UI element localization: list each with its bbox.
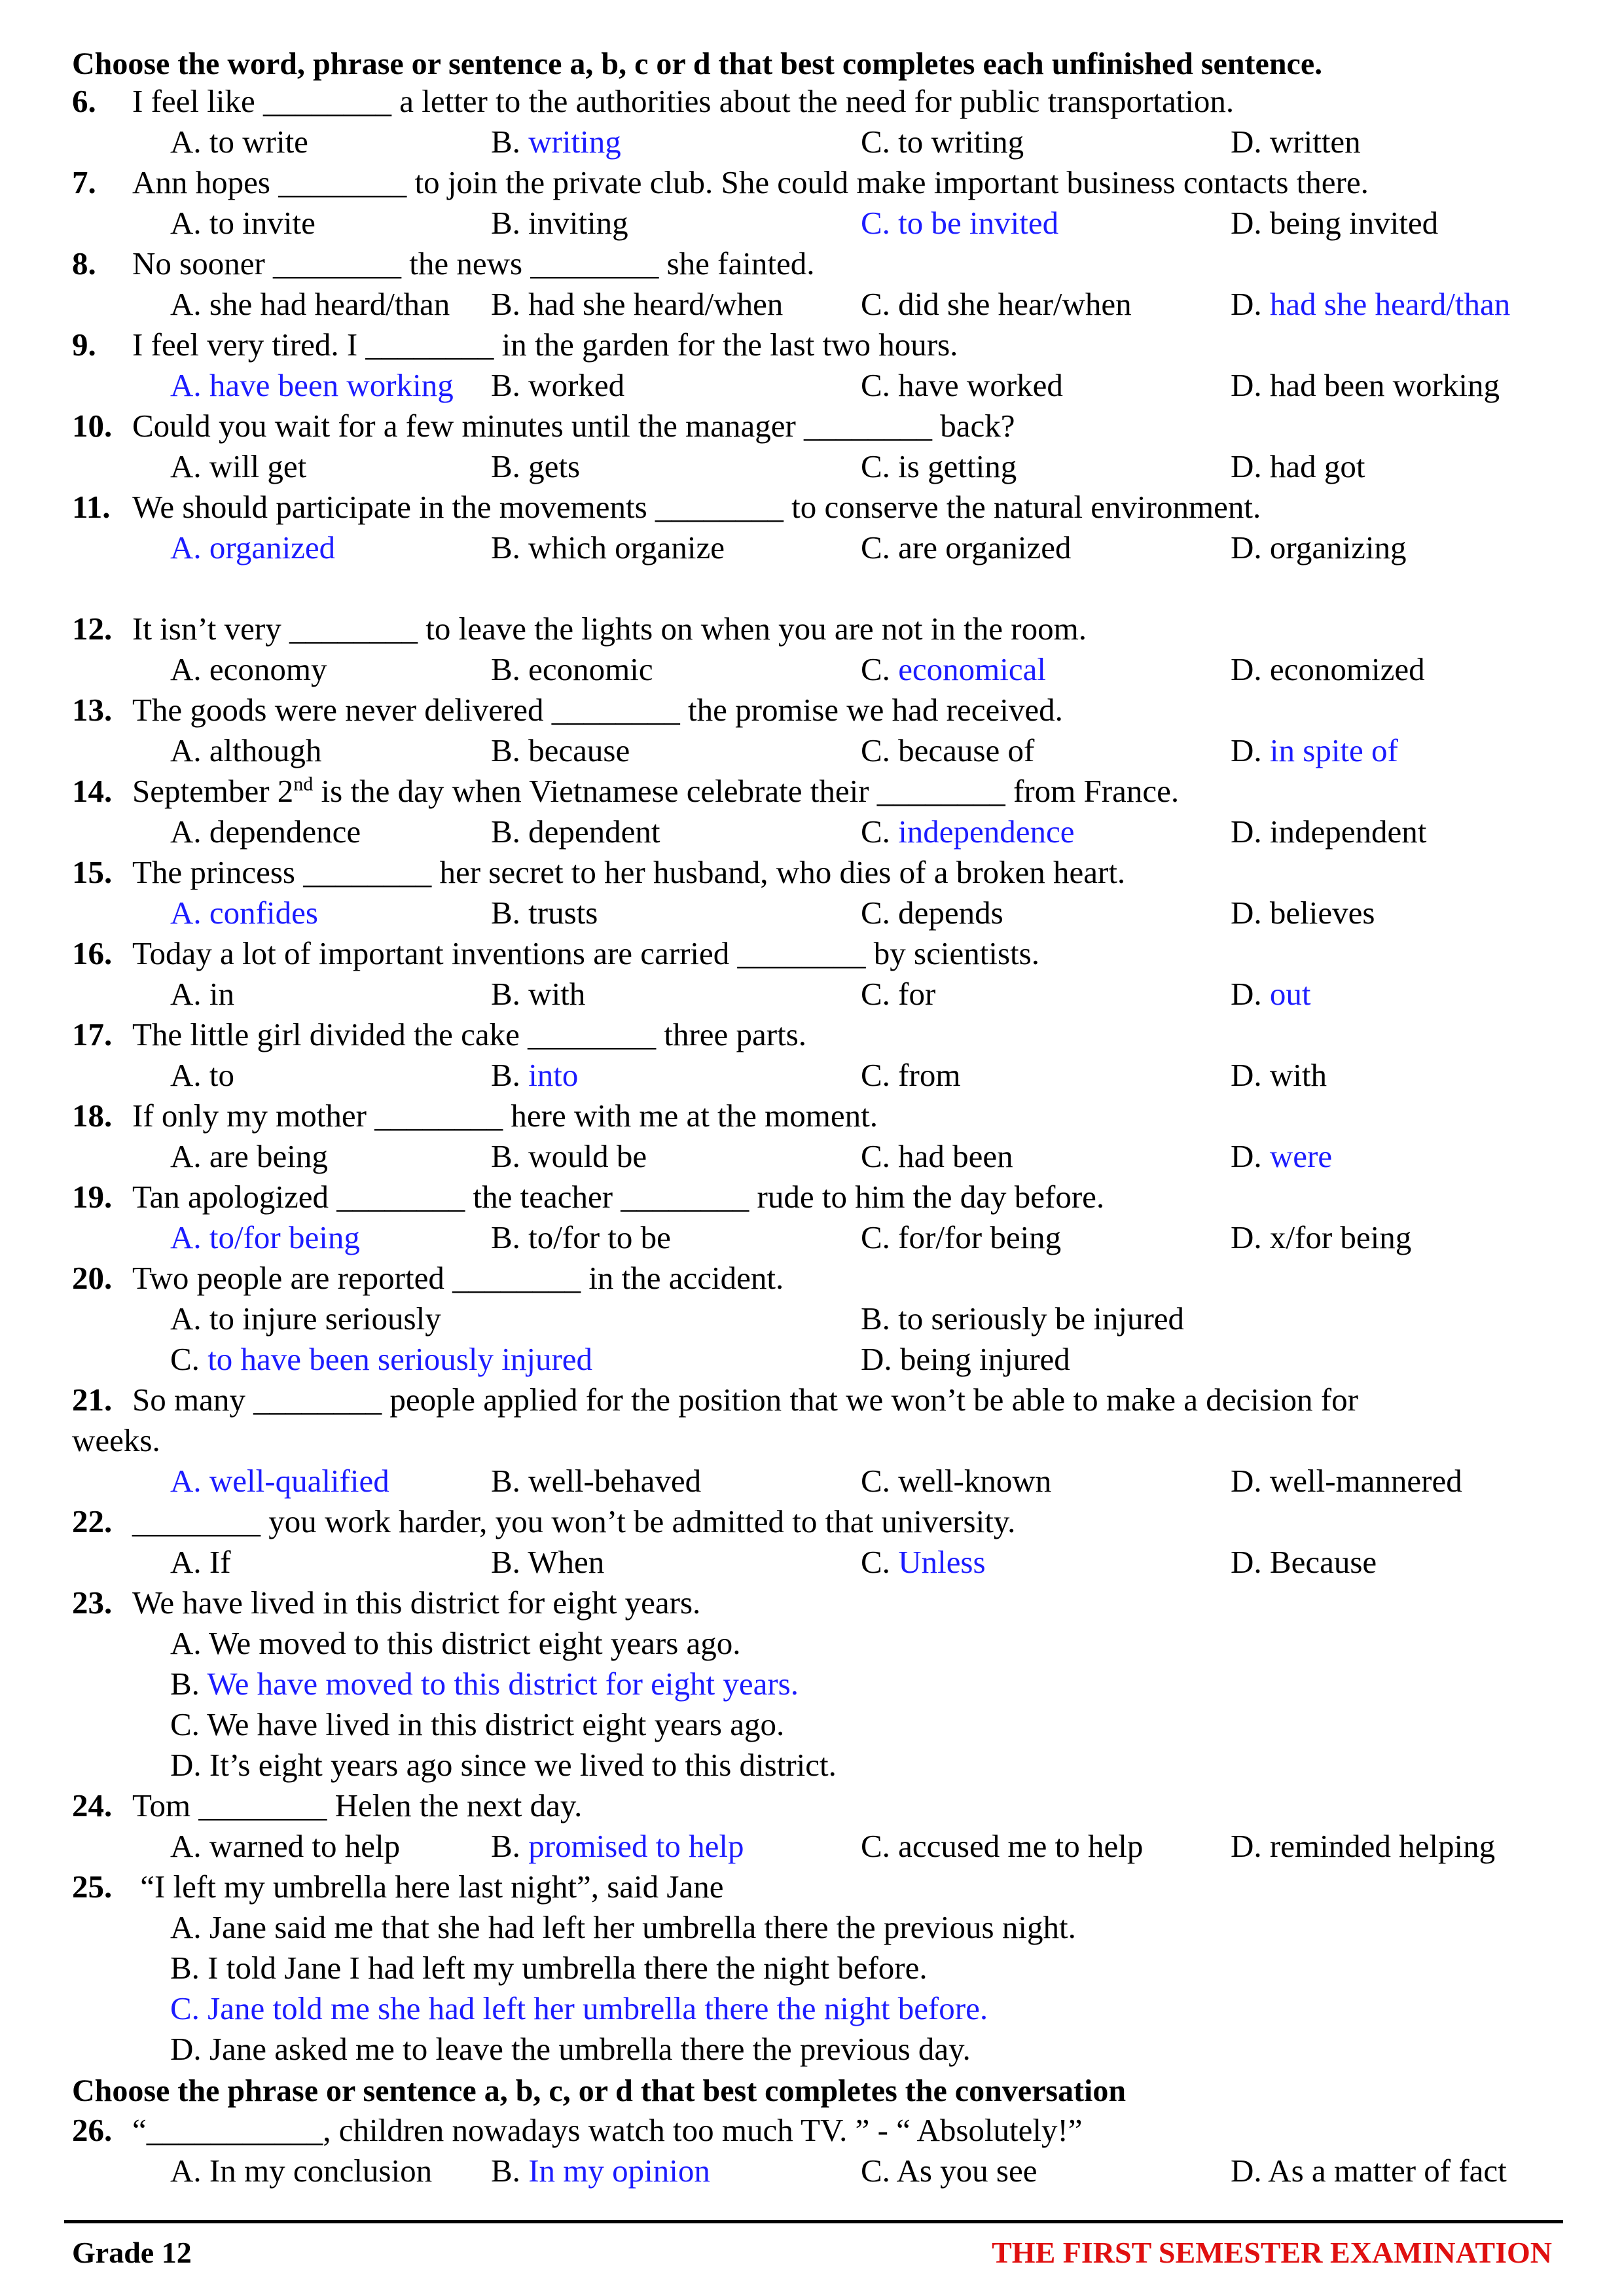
option-d: D. in spite of xyxy=(1231,732,1398,768)
question-text: The princess ________ her secret to her husband, who dies of a broken heart. xyxy=(132,854,1126,890)
question-text: Ann hopes ________ to join the private club. She could make important business contacts there. xyxy=(132,164,1369,200)
question-number: 13. xyxy=(72,692,113,728)
option-a: A. in xyxy=(170,976,234,1012)
option-b: B. When xyxy=(491,1544,605,1580)
answer-text: out xyxy=(1269,976,1311,1012)
option-a xyxy=(170,893,318,933)
option-b: B. which organize xyxy=(491,529,725,565)
question-stem xyxy=(72,609,1087,649)
option-c: C. economical xyxy=(861,651,1047,687)
question-number: 26. xyxy=(72,2112,113,2148)
question-number: 19. xyxy=(72,1179,113,1215)
question-stem xyxy=(72,2111,1083,2150)
option-b: B. I told Jane I had left my umbrella there the night before. xyxy=(170,1950,928,1986)
question-number: 9. xyxy=(72,327,96,363)
question-text: I feel like ________ a letter to the authorities about the need for public transportation. xyxy=(132,83,1235,119)
answer-text: into xyxy=(528,1057,579,1093)
options-row xyxy=(0,1827,1624,1866)
question-stem xyxy=(72,1502,1015,1541)
option-a: A. to invite xyxy=(170,205,316,241)
answer-text: in spite of xyxy=(1269,732,1398,768)
options-row xyxy=(0,1543,1624,1582)
option-b: B. economic xyxy=(491,651,653,687)
option-b: B. writing xyxy=(491,124,621,160)
question-number: 21. xyxy=(72,1382,113,1418)
option-b: B. to/for to be xyxy=(491,1219,671,1255)
question-text: It isn’t very ________ to leave the lights on when you are not in the room. xyxy=(132,611,1087,647)
option-c xyxy=(170,1989,988,2028)
option-d: D. had she heard/than xyxy=(1231,286,1511,322)
option-a: A. will get xyxy=(170,448,307,484)
answer-text: C. Jane told me she had left her umbrella there the night before. xyxy=(170,1990,988,2026)
options-row xyxy=(0,975,1624,1014)
option-b: B. dependent xyxy=(491,814,660,850)
footer-grade: Grade 12 xyxy=(72,2236,192,2269)
option: A. to injure seriously xyxy=(170,1300,441,1336)
question-text: The little girl divided the cake ________ three parts. xyxy=(132,1016,807,1052)
question-number: 23. xyxy=(72,1585,113,1621)
question-stem xyxy=(72,853,1125,892)
option-b: B. would be xyxy=(491,1138,647,1174)
option-a: A. Jane said me that she had left her umbrella there the previous night. xyxy=(170,1909,1076,1945)
options-row xyxy=(0,893,1624,933)
answer-text: had she heard/than xyxy=(1269,286,1511,322)
question-text: Could you wait for a few minutes until the manager ________ back? xyxy=(132,408,1015,444)
answer-text: to have been seriously injured xyxy=(208,1341,593,1377)
question-stem xyxy=(72,1015,806,1054)
answer-text: promised to help xyxy=(528,1828,744,1864)
option-d: D. Jane asked me to leave the umbrella there the previous day. xyxy=(170,2031,971,2067)
option-b: B. well-behaved xyxy=(491,1463,702,1499)
options-row xyxy=(0,1299,1624,1338)
question-stem xyxy=(72,1583,700,1623)
options-row xyxy=(0,1056,1624,1095)
question-stem xyxy=(72,325,958,365)
option-a: A. she had heard/than xyxy=(170,286,450,322)
option-d: D. written xyxy=(1231,124,1361,160)
option-a: A. to write xyxy=(170,124,308,160)
question-text: “___________, children nowadays watch too much TV. ” - “ Absolutely!” xyxy=(132,2112,1083,2148)
option-d: D. well-mannered xyxy=(1231,1463,1462,1499)
option-c: C. from xyxy=(861,1057,961,1093)
question-number: 17. xyxy=(72,1016,113,1052)
question-text: We should participate in the movements ________ to conserve the natural environment. xyxy=(132,489,1261,525)
option-a xyxy=(170,1462,389,1501)
option-d: D. had been working xyxy=(1231,367,1500,403)
question-stem xyxy=(72,934,1039,973)
question-text: The goods were never delivered ________ the promise we had received. xyxy=(132,692,1063,728)
question-number: 6. xyxy=(72,83,96,119)
options-row xyxy=(0,447,1624,486)
question-stem xyxy=(72,1177,1104,1217)
answer-text: economical xyxy=(898,651,1047,687)
question-number: 16. xyxy=(72,935,113,971)
question-text: Two people are reported ________ in the accident. xyxy=(132,1260,784,1296)
option-b: B. In my opinion xyxy=(491,2153,710,2189)
answer-text: writing xyxy=(528,124,621,160)
option-c: C. for/for being xyxy=(861,1219,1062,1255)
question-stem xyxy=(72,163,1369,202)
question-number: 12. xyxy=(72,611,113,647)
question-text: So many ________ people applied for the position that we won’t be able to make a decision for xyxy=(132,1382,1358,1418)
options-row xyxy=(0,731,1624,770)
option-d: D. with xyxy=(1231,1057,1327,1093)
question-stem xyxy=(72,1786,582,1825)
option-c: C. As you see xyxy=(861,2153,1038,2189)
option-b: B. promised to help xyxy=(491,1828,744,1864)
option-c: C. is getting xyxy=(861,448,1017,484)
options-row xyxy=(0,366,1624,405)
option-d: D. believes xyxy=(1231,895,1375,931)
question-text: Tom ________ Helen the next day. xyxy=(132,1787,583,1823)
option-a: A. If xyxy=(170,1544,231,1580)
option-c: C. are organized xyxy=(861,529,1072,565)
question-continuation: weeks. xyxy=(72,1422,160,1458)
question-text: Today a lot of important inventions are carried ________ by scientists. xyxy=(132,935,1039,971)
options-row xyxy=(0,285,1624,324)
question-stem xyxy=(72,488,1261,527)
answer-text: were xyxy=(1269,1138,1333,1174)
question-text: If only my mother ________ here with me at the moment. xyxy=(132,1098,878,1134)
option-c: C. for xyxy=(861,976,936,1012)
option-a: A. In my conclusion xyxy=(170,2153,433,2189)
option-b: B. inviting xyxy=(491,205,628,241)
option-a: A. We moved to this district eight years ago. xyxy=(170,1625,741,1661)
question-stem xyxy=(72,1380,1358,1420)
option-a xyxy=(170,366,454,405)
option-b: B. We have moved to this district for eight years. xyxy=(170,1666,799,1702)
question-number: 11. xyxy=(72,489,111,525)
question-text: No sooner ________ the news ________ she fainted. xyxy=(132,245,815,281)
answer-text: Unless xyxy=(898,1544,986,1580)
question-number: 14. xyxy=(72,773,113,809)
option-c: C. accused me to help xyxy=(861,1828,1144,1864)
option-d: D. x/for being xyxy=(1231,1219,1412,1255)
option-a: A. dependence xyxy=(170,814,361,850)
option-c xyxy=(861,204,1058,243)
options-row xyxy=(0,528,1624,567)
option-d: D. being invited xyxy=(1231,205,1439,241)
option-c: C. independence xyxy=(861,814,1075,850)
option-a: A. warned to help xyxy=(170,1828,401,1864)
option-d: D. were xyxy=(1231,1138,1333,1174)
options-row xyxy=(0,812,1624,852)
option-d: D. It’s eight years ago since we lived to this district. xyxy=(170,1747,837,1783)
question-number: 8. xyxy=(72,245,96,281)
option: D. being injured xyxy=(861,1341,1070,1377)
option-c: C. to writing xyxy=(861,124,1024,160)
question-number: 24. xyxy=(72,1787,113,1823)
question-text: “I left my umbrella here last night”, said Jane xyxy=(132,1869,724,1905)
answer-text: A. organized xyxy=(170,529,336,565)
question-stem xyxy=(72,1096,878,1136)
options-row xyxy=(0,1137,1624,1176)
option-a: A. are being xyxy=(170,1138,328,1174)
options-row xyxy=(0,1462,1624,1501)
options-row xyxy=(0,1218,1624,1257)
options-row xyxy=(0,650,1624,689)
question-number: 20. xyxy=(72,1260,113,1296)
question-number: 22. xyxy=(72,1503,113,1539)
question-stem: 14. September 2nd is the day when Vietnamese celebrate their ________ from France. xyxy=(72,772,1179,811)
options-row xyxy=(0,204,1624,243)
option-d: D. economized xyxy=(1231,651,1425,687)
answer-text: A. have been working xyxy=(170,367,454,403)
answer-text: A. to/for being xyxy=(170,1219,360,1255)
answer-text: In my opinion xyxy=(528,2153,710,2189)
question-text: Tan apologized ________ the teacher ________ rude to him the day before. xyxy=(132,1179,1105,1215)
answer-text: A. well-qualified xyxy=(170,1463,389,1499)
option-c: C. Unless xyxy=(861,1544,986,1580)
question-number: 25. xyxy=(72,1869,113,1905)
option-b: B. worked xyxy=(491,367,625,403)
option-b: B. gets xyxy=(491,448,581,484)
option: B. to seriously be injured xyxy=(861,1300,1185,1336)
question-stem xyxy=(72,244,814,283)
answer-text: We have moved to this district for eight years. xyxy=(207,1666,799,1702)
option-b: B. with xyxy=(491,976,586,1012)
option-d: D. had got xyxy=(1231,448,1365,484)
question-stem xyxy=(72,691,1063,730)
superscript-text: nd xyxy=(293,773,314,795)
answer-text: C. to be invited xyxy=(861,205,1059,241)
option-a: A. economy xyxy=(170,651,327,687)
option-d: D. Because xyxy=(1231,1544,1377,1580)
question-stem xyxy=(72,1259,784,1298)
options-row xyxy=(0,2151,1624,2191)
option-c: C. have worked xyxy=(861,367,1063,403)
options-row xyxy=(0,122,1624,162)
question-stem xyxy=(72,406,1015,446)
option-b: B. trusts xyxy=(491,895,598,931)
option-b: B. had she heard/when xyxy=(491,286,784,322)
question-stem xyxy=(72,82,1234,121)
question-text: I feel very tired. I ________ in the garden for the last two hours. xyxy=(132,327,958,363)
answer-text: independence xyxy=(898,814,1075,850)
question-text: ________ you work harder, you won’t be admitted to that university. xyxy=(132,1503,1016,1539)
option-c: C. depends xyxy=(861,895,1003,931)
option-d: D. out xyxy=(1231,976,1311,1012)
option-a: A. although xyxy=(170,732,322,768)
option-d: D. As a matter of fact xyxy=(1231,2153,1507,2189)
answer-text: A. confides xyxy=(170,895,318,931)
option-b: B. because xyxy=(491,732,630,768)
option-c: C. had been xyxy=(861,1138,1013,1174)
question-stem xyxy=(72,1867,723,1907)
option-c: C. did she hear/when xyxy=(861,286,1132,322)
footer-rule xyxy=(64,2220,1563,2223)
option-a xyxy=(170,1218,360,1257)
question-number: 7. xyxy=(72,164,96,200)
section-heading-1: Choose the word, phrase or sentence a, b, c or d that best completes each unfinished sentence. xyxy=(72,46,1323,81)
option-a xyxy=(170,528,335,567)
option-c: C. because of xyxy=(861,732,1035,768)
section-heading-2: Choose the phrase or sentence a, b, c, or d that best completes the conversation xyxy=(72,2073,1127,2108)
question-number: 15. xyxy=(72,854,113,890)
option-d: D. organizing xyxy=(1231,529,1407,565)
option-b: B. into xyxy=(491,1057,579,1093)
option-c: C. well-known xyxy=(861,1463,1052,1499)
option-d: D. independent xyxy=(1231,814,1427,850)
question-text: We have lived in this district for eight years. xyxy=(132,1585,701,1621)
footer-exam-title: THE FIRST SEMESTER EXAMINATION xyxy=(992,2236,1552,2269)
option: C. to have been seriously injured xyxy=(170,1341,593,1377)
option-d: D. reminded helping xyxy=(1231,1828,1496,1864)
options-row xyxy=(0,1340,1624,1379)
option-a: A. to xyxy=(170,1057,234,1093)
question-number: 18. xyxy=(72,1098,113,1134)
option-c: C. We have lived in this district eight years ago. xyxy=(170,1706,785,1742)
question-number: 10. xyxy=(72,408,113,444)
